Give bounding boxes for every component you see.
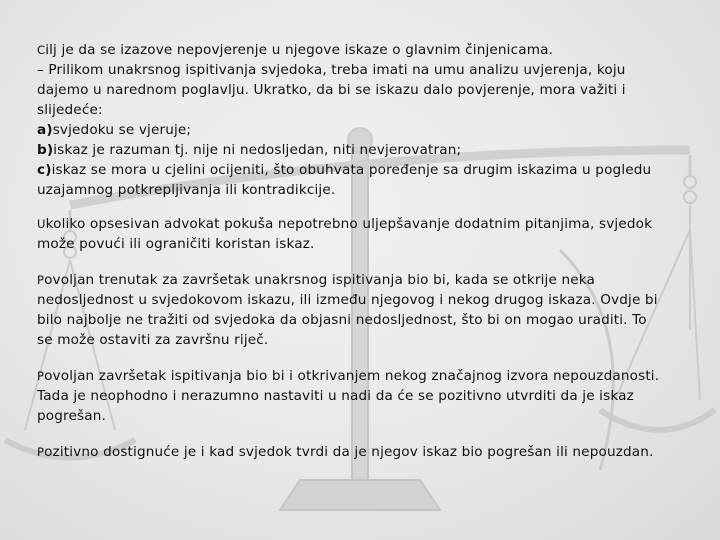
content-text — [37, 40, 697, 478]
lead-letter: C — [37, 43, 46, 57]
lead-letter: P — [37, 445, 45, 459]
text-line — [37, 366, 697, 386]
text-line — [37, 214, 697, 234]
text-line: dajemo u narednom poglavlju. Ukratko, da bi se iskazu dalo povjerenje, mora važiti i — [37, 82, 626, 98]
text-line — [37, 270, 697, 290]
line-text: koliko opsesivan advokat pokuša nepotrebno uljepšavanje dodatnim pitanjima, svjedok — [45, 216, 653, 232]
paragraph-goal-of-cross-examination — [37, 40, 697, 200]
list-item-b — [37, 140, 697, 160]
lead-letter: P — [37, 273, 45, 287]
paragraph-favorable-moment — [37, 270, 697, 350]
text-line: – Prilikom unakrsnog ispitivanja svjedoka, treba imati na umu analizu uvjerenja, koju — [37, 62, 626, 78]
list-item-text: svjedoku se vjeruje; — [52, 122, 192, 138]
list-marker: a) — [37, 122, 53, 138]
text-line: pogrešan. — [37, 408, 106, 424]
text-line: Tada je neophodno i nerazumno nastaviti u nadi da će se pozitivno utvrditi da je iskaz — [37, 388, 634, 404]
line-text: ozitivno dostignuće je i kad svjedok tvrdi da je njegov iskaz bio pogrešan ili nepouzdan. — [44, 444, 654, 460]
list-marker: c) — [37, 162, 52, 178]
line-text: ovoljan završetak ispitivanja bio bi i otkrivanjem nekog značajnog izvora nepouzdanosti. — [44, 368, 660, 384]
text-line: nedosljednost u svjedokovom iskazu, ili između njegovog i nekog drugog iskaza. Ovdje bi — [37, 292, 658, 308]
list-item-text: iskaz se mora u cjelini ocijeniti, što obuhvata poređenje sa drugim iskazima u pogledu — [51, 162, 652, 178]
text-line — [37, 40, 697, 60]
list-item-text: iskaz je razuman tj. nije ni nedosljedan, niti nevjerovatran; — [53, 142, 462, 158]
paragraph-obsessive-advocate — [37, 214, 697, 254]
text-line — [37, 442, 697, 462]
list-marker: b) — [37, 142, 54, 158]
list-item-a — [37, 120, 697, 140]
text-line: bilo najbolje ne tražiti od svjedoka da objasni nedosljednost, što bi on mogao uraditi. To — [37, 312, 647, 328]
line-text: ovoljan trenutak za završetak unakrsnog ispitivanja bio bi, kada se otkrije neka — [44, 272, 596, 288]
text-line: može povući ili ograničiti koristan iskaz. — [37, 236, 315, 252]
paragraph-favorable-ending — [37, 366, 697, 426]
list-item-c — [37, 160, 697, 180]
lead-letter: P — [37, 369, 45, 383]
paragraph-positive-achievement — [37, 442, 697, 462]
text-line: se može ostaviti za završnu riječ. — [37, 332, 269, 348]
text-line: slijedeće: — [37, 102, 103, 118]
text-line: uzajamnog potkrepljivanja ili kontradikcije. — [37, 182, 336, 198]
lead-letter: U — [37, 217, 46, 231]
line-text: ilj je da se izazove nepovjerenje u njegove iskaze o glavnim činjenicama. — [45, 42, 554, 58]
